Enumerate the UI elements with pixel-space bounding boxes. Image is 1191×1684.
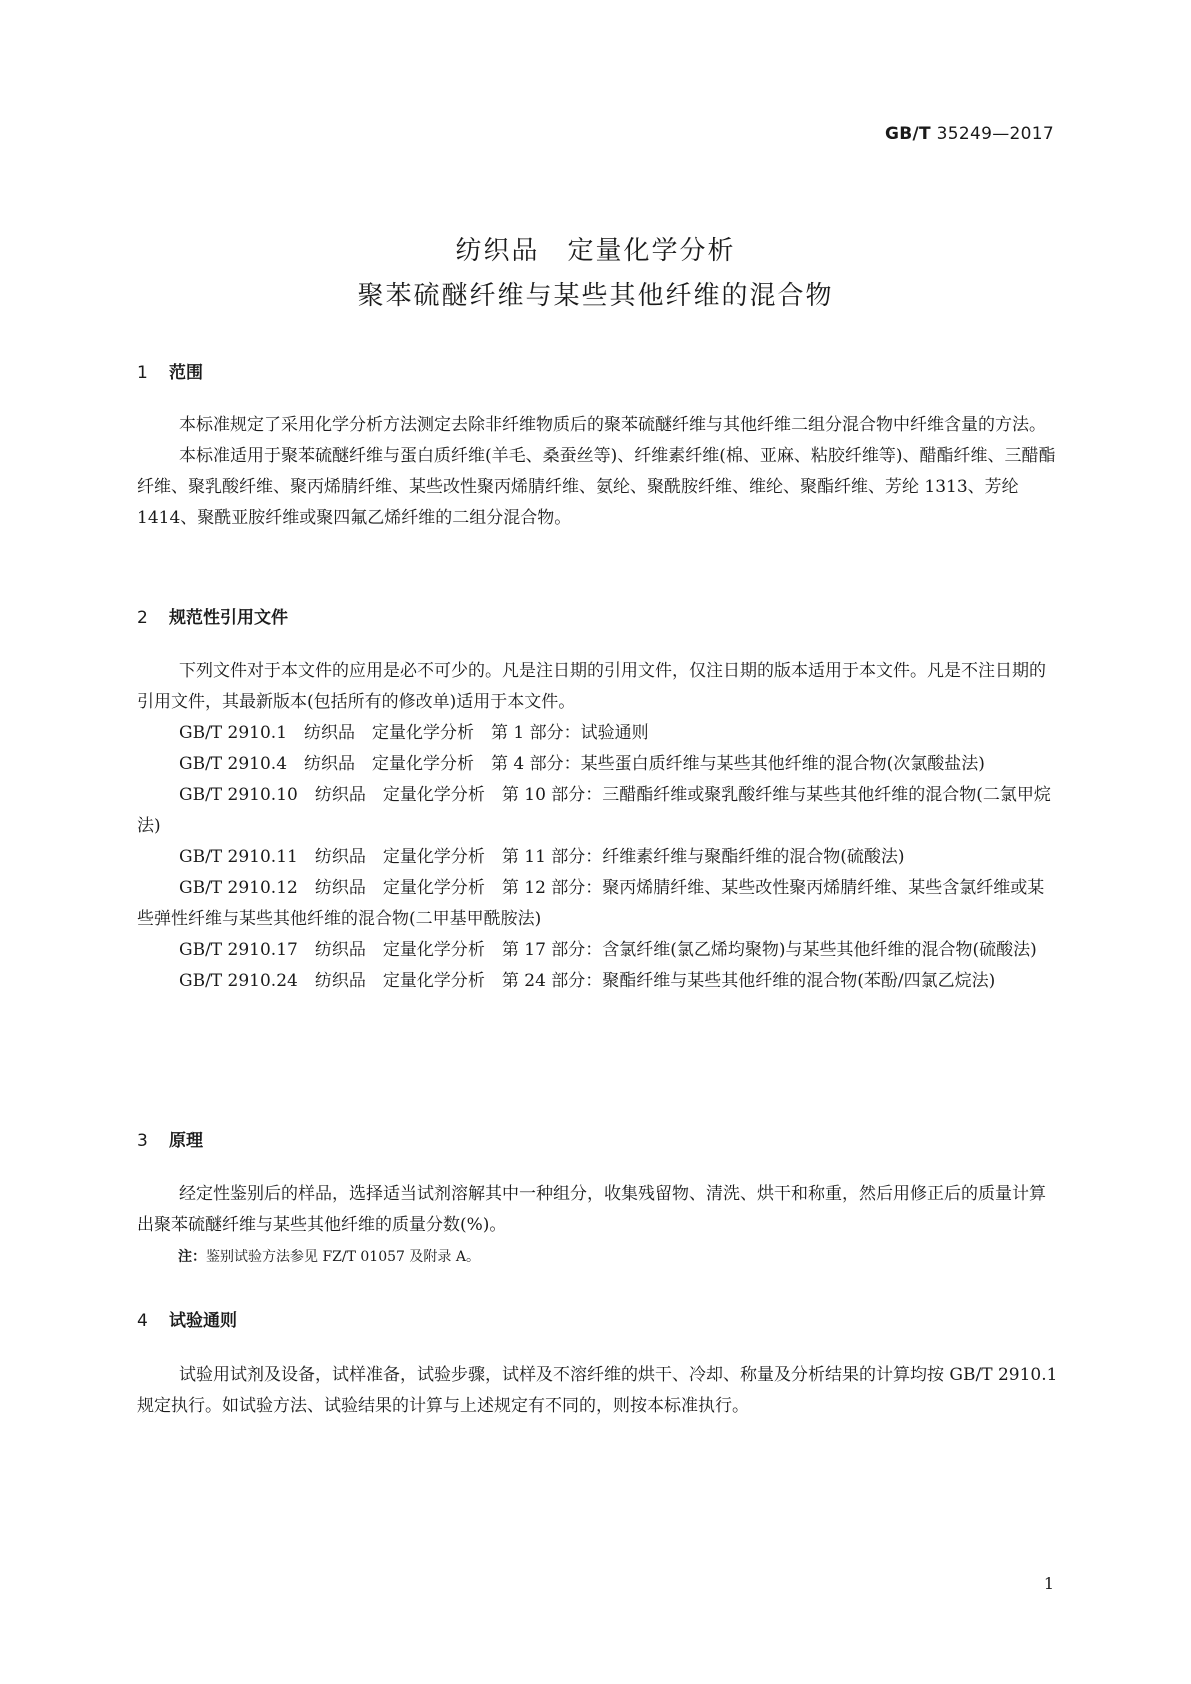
normative-intro: 下列文件对于本文件的应用是必不可少的。凡是注日期的引用文件，仅注日期的版本适用于本文件。凡是不注日期的引用文件，其最新版本(包括所有的修改单)适用于本文件。 xyxy=(137,661,1046,712)
scope-paragraph-2: 本标准适用于聚苯硫醚纤维与蛋白质纤维(羊毛、桑蚕丝等)、纤维素纤维(棉、亚麻、粘胶纤维等)、醋酯纤维、三醋酯纤维、聚乳酸纤维、聚丙烯腈纤维、某些改性聚丙烯腈纤维、氨纶、聚酰胺纤维、维纶、聚酯纤维、芳纶 1313、芳纶 1414、聚酰亚胺纤维或聚四氟乙烯纤维的二组分混合物。 xyxy=(137,446,1056,528)
scope-paragraph-1: 本标准规定了采用化学分析方法测定去除非纤维物质后的聚苯硫醚纤维与其他纤维二组分混合物中纤维含量的方法。 xyxy=(179,415,1046,435)
reference-code: GB/T 2910.12 xyxy=(179,878,298,898)
section-heading-2 xyxy=(137,603,288,628)
principle-block xyxy=(137,1179,1059,1241)
general-paragraph: 试验用试剂及设备，试样准备，试验步骤，试样及不溶纤维的烘干、冷却、称量及分析结果的计算均按 GB/T 2910.1 规定执行。如试验方法、试验结果的计算与上述规定有不同的，则按本标准执行。 xyxy=(137,1365,1058,1416)
general-block xyxy=(137,1360,1059,1422)
title-line-2: 聚苯硫醚纤维与某些其他纤维的混合物 xyxy=(357,281,834,311)
reference-title: 纺织品 定量化学分析 第 24 部分：聚酯纤维与某些其他纤维的混合物(苯酚/四氯乙烷法) xyxy=(314,971,996,991)
title-line-1: 纺织品 定量化学分析 xyxy=(455,236,736,266)
reference-item xyxy=(137,873,1059,935)
standard-code: 35249—2017 xyxy=(936,124,1054,144)
reference-title: 纺织品 定量化学分析 第 17 部分：含氯纤维(氯乙烯均聚物)与某些其他纤维的混合物(硫酸法) xyxy=(314,940,1037,960)
reference-item xyxy=(137,749,1059,780)
section-number: 3 xyxy=(137,1131,148,1151)
standard-number xyxy=(885,124,1054,144)
note-text: 鉴别试验方法参见 FZ/T 01057 及附录 A。 xyxy=(206,1249,480,1265)
standard-prefix: GB/T xyxy=(885,124,931,144)
reference-code: GB/T 2910.1 xyxy=(179,723,288,743)
section-heading-1 xyxy=(137,358,203,383)
section-heading-3 xyxy=(137,1126,203,1151)
reference-item xyxy=(137,718,1059,749)
reference-title: 纺织品 定量化学分析 第 1 部分：试验通则 xyxy=(304,723,649,743)
scope-block xyxy=(137,410,1059,534)
reference-title: 纺织品 定量化学分析 第 12 部分：聚丙烯腈纤维、某些改性聚丙烯腈纤维、某些含氯纤维或某些弹性纤维与某些其他纤维的混合物(二甲基甲酰胺法) xyxy=(137,878,1045,929)
principle-paragraph: 经定性鉴别后的样品，选择适当试剂溶解其中一种组分，收集残留物、清洗、烘干和称重，然后用修正后的质量计算出聚苯硫醚纤维与某些其他纤维的质量分数(%)。 xyxy=(137,1184,1046,1235)
reference-item xyxy=(137,935,1059,966)
reference-title: 纺织品 定量化学分析 第 11 部分：纤维素纤维与聚酯纤维的混合物(硫酸法) xyxy=(314,847,905,867)
principle-note xyxy=(178,1246,480,1266)
reference-code: GB/T 2910.4 xyxy=(179,754,288,774)
reference-item xyxy=(137,966,1059,997)
page-number: 1 xyxy=(1043,1574,1054,1593)
reference-code: GB/T 2910.11 xyxy=(179,847,298,867)
reference-item xyxy=(137,842,1059,873)
reference-title: 纺织品 定量化学分析 第 4 部分：某些蛋白质纤维与某些其他纤维的混合物(次氯酸盐法) xyxy=(304,754,985,774)
section-title: 范围 xyxy=(169,363,203,383)
note-label: 注： xyxy=(178,1249,206,1265)
section-title: 原理 xyxy=(169,1131,203,1151)
reference-code: GB/T 2910.10 xyxy=(179,785,298,805)
reference-item xyxy=(137,780,1059,842)
reference-code: GB/T 2910.17 xyxy=(179,940,298,960)
section-title: 规范性引用文件 xyxy=(169,608,288,628)
section-number: 2 xyxy=(137,608,148,628)
reference-code: GB/T 2910.24 xyxy=(179,971,298,991)
section-heading-4 xyxy=(137,1306,237,1331)
section-title: 试验通则 xyxy=(169,1311,237,1331)
reference-title: 纺织品 定量化学分析 第 10 部分：三醋酯纤维或聚乳酸纤维与某些其他纤维的混合物(二氯甲烷法) xyxy=(137,785,1051,836)
section-number: 4 xyxy=(137,1311,148,1331)
normative-block xyxy=(137,656,1059,997)
section-number: 1 xyxy=(137,363,148,383)
